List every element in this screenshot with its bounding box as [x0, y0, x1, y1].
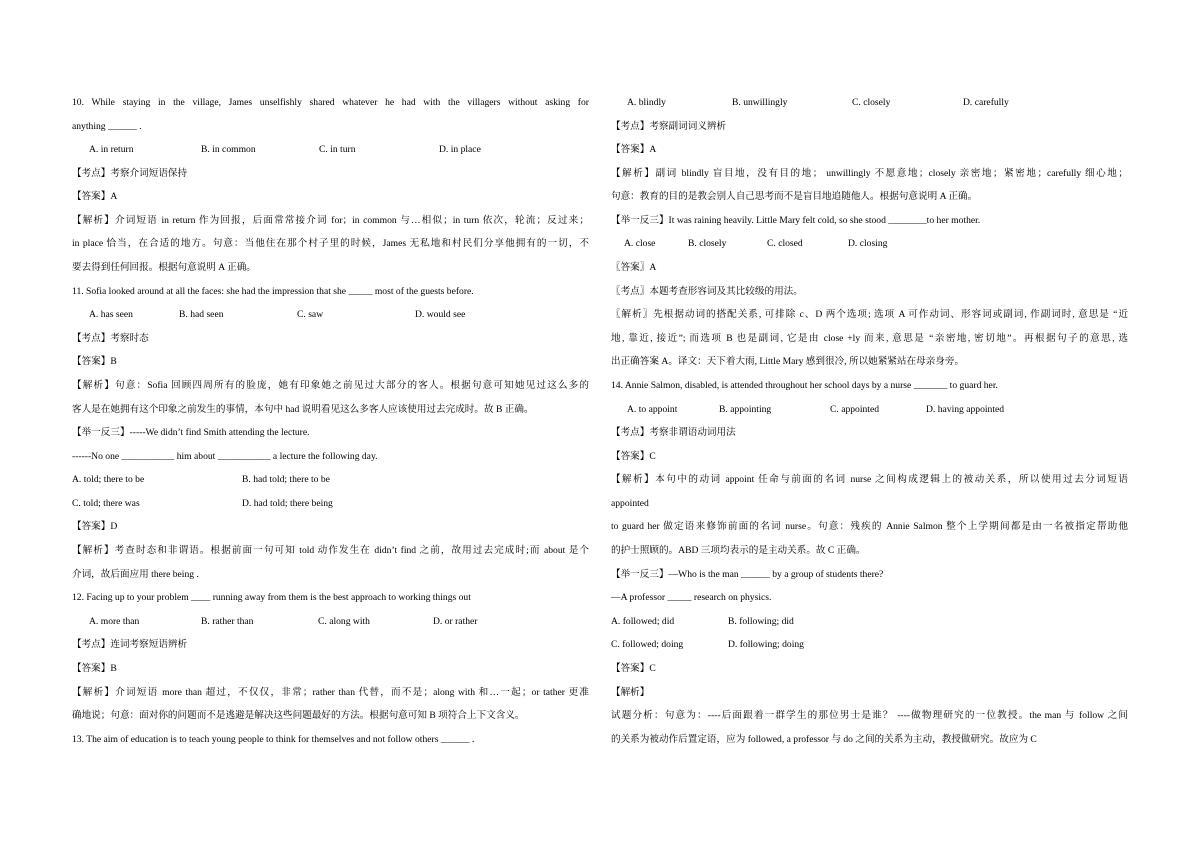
q14-jufan-option-b: B. following; did — [728, 616, 794, 627]
q14-answer: 【答案】C — [611, 451, 656, 462]
q11-option-a: A. has seen — [89, 309, 133, 320]
q13-jufan-answer: 〖答案〗A — [611, 262, 657, 273]
q11-kaodian: 【考点】考察时态 — [72, 333, 149, 344]
q13-analysis-line2: 句意：教育的目的是教会别人自己思考而不是盲目地追随他人。根据句意说明 A 正确。 — [611, 191, 978, 202]
q11-option-d: D. would see — [415, 309, 466, 320]
q13-answer: 【答案】A — [611, 144, 657, 155]
q11-jufan-line1: 【举一反三】-----We didn’t find Smith attending the lecture. — [72, 427, 310, 438]
q10-stem-line1: 10. While staying in the village, James unselfishly shared whatever he had with the villagers without asking for — [72, 97, 589, 108]
q11-jufan-answer: 【答案】D — [72, 521, 118, 532]
q10-option-c: C. in turn — [319, 144, 356, 155]
q14-stem: 14. Annie Salmon, disabled, is attended throughout her school days by a nurse _______ to guard her. — [611, 380, 998, 391]
q12-analysis-line2: 确地说；句意：面对你的问题而不是逃避是解决这些问题最好的方法。根据句意可知 B 项符合上下文含义。 — [72, 710, 525, 721]
q14-jufan-line2: —A professor _____ research on physics. — [611, 592, 772, 603]
q12-option-a: A. more than — [89, 616, 140, 627]
q13-jufan-option-a: A. close — [624, 238, 656, 249]
q13-option-b: B. unwillingly — [732, 97, 788, 108]
q11-option-b: B. had seen — [179, 309, 224, 320]
q10-answer: 【答案】A — [72, 191, 118, 202]
q14-jufan-line1: 【举一反三】—Who is the man ______ by a group of students there? — [611, 569, 884, 580]
q12-option-c: C. along with — [318, 616, 370, 627]
q13-stem: 13. The aim of education is to teach young people to think for themselves and not follow others ______ . — [72, 734, 475, 745]
q13-option-a: A. blindly — [627, 97, 666, 108]
q12-answer: 【答案】B — [72, 663, 117, 674]
q10-option-b: B. in common — [201, 144, 256, 155]
q12-kaodian: 【考点】连词考察短语辨析 — [72, 639, 188, 650]
q14-jufan-option-c: C. followed; doing — [611, 639, 684, 650]
q14-jufan-analysis-heading: 【解析】 — [611, 687, 650, 698]
q14-analysis-line2: appointed — [611, 498, 649, 509]
q11-jufan-option-d: D. had told; there being — [242, 498, 333, 509]
q13-jufan-kaodian: 〖考点〗本题考查形容词及其比较级的用法。 — [611, 286, 803, 297]
q14-analysis-line4: 的护士照顾的。ABD 三项均表示的是主动关系。故 C 正确。 — [611, 545, 866, 556]
q14-option-c: C. appointed — [830, 404, 880, 415]
q10-analysis-line2: in place 恰当，在合适的地方。句意：当他住在那个村子里的时候，James 无私地和村民们分享他拥有的一切，不 — [72, 238, 589, 249]
q11-jufan-analysis-line2: 介词，故后面应用 there being . — [72, 569, 199, 580]
q13-analysis-line1: 【解析】副词 blindly 盲目地，没有目的地； unwillingly 不愿意地；closely 亲密地；紧密地；carefully 细心地； — [611, 168, 1128, 179]
q12-analysis-line1: 【解析】介词短语 more than 超过，不仅仅，非常；rather than 代替，而不是；along with 和…一起；or tather 更准 — [72, 687, 589, 698]
q14-jufan-analysis-line1: 试题分析：句意为：----后面跟着一群学生的那位男士是谁？ ----做物理研究的一位教授。the man 与 follow 之间 — [611, 710, 1128, 721]
q11-jufan-analysis-line1: 【解析】考查时态和非谓语。根据前面一句可知 told 动作发生在 didn’t find 之前，故用过去完成时;而 about 是个 — [72, 545, 589, 556]
q11-answer: 【答案】B — [72, 356, 117, 367]
q13-jufan-analysis-line2: 地, 靠近, 接近”; 而选项 B 也是副词, 它是由 close +ly 而来, 意思是 “亲密地, 密切地”。再根据句子的意思, 选 — [611, 333, 1128, 344]
q14-jufan-analysis-line2: 的关系为被动作后置定语，应为 followed, a professor 与 do 之间的关系为主动，教授做研究。故应为 C — [611, 734, 1037, 745]
q10-analysis-line3: 要去得到任何回报。根据句意说明 A 正确。 — [72, 262, 256, 273]
q10-option-d: D. in place — [439, 144, 481, 155]
q11-jufan-line2: ------No one ___________ him about ___________ a lecture the following day. — [72, 451, 378, 462]
q14-option-a: A. to appoint — [627, 404, 678, 415]
q13-jufan-option-c: C. closed — [767, 238, 803, 249]
q13-option-d: D. carefully — [963, 97, 1009, 108]
q12-option-d: D. or rather — [433, 616, 478, 627]
q10-option-a: A. in return — [89, 144, 134, 155]
q13-jufan-analysis-line1: 〖解析〗先根据动词的搭配关系, 可排除 c、D 两个选项; 选项 A 可作动词、形容词或副词, 作副词时, 意思是 “近 — [611, 309, 1128, 320]
q13-option-c: C. closely — [852, 97, 891, 108]
q13-jufan-option-d: D. closing — [848, 238, 888, 249]
q10-stem-line2: anything ______ . — [72, 121, 142, 132]
q12-option-b: B. rather than — [201, 616, 254, 627]
q10-analysis-line1: 【解析】介词短语 in return 作为回报，后面常常接介词 for；in common 与…相似；in turn 依次，轮流；反过来； — [72, 215, 589, 226]
q14-jufan-option-d: D. following; doing — [728, 639, 804, 650]
q14-kaodian: 【考点】考察非谓语动词用法 — [611, 427, 736, 438]
q14-jufan-option-a: A. followed; did — [611, 616, 675, 627]
q11-stem: 11. Sofia looked around at all the faces: she had the impression that she _____ most of the guests before. — [72, 286, 474, 297]
q11-analysis-line2: 客人是在她拥有这个印象之前发生的事情，本句中 had 说明看见这么多客人应该使用过去完成时。故 B 正确。 — [72, 404, 534, 415]
q11-jufan-option-b: B. had told; there to be — [242, 474, 330, 485]
q13-jufan: 【举一反三】It was raining heavily. Little Mary felt cold, so she stood ________to her mother. — [611, 215, 981, 226]
q13-jufan-option-b: B. closely — [688, 238, 727, 249]
q14-option-d: D. having appointed — [926, 404, 1005, 415]
q11-jufan-option-a: A. told; there to be — [72, 474, 145, 485]
q11-option-c: C. saw — [297, 309, 324, 320]
q14-option-b: B. appointing — [719, 404, 772, 415]
q13-jufan-analysis-line3: 出正确答案 A。译文：天下着大雨, Little Mary 感到很冷, 所以她紧紧站在母亲身旁。 — [611, 356, 965, 367]
q10-kaodian: 【考点】考察介词短语保持 — [72, 168, 188, 179]
q11-jufan-option-c: C. told; there was — [72, 498, 140, 509]
q11-analysis-line1: 【解析】句意：Sofia 回顾四周所有的脸庞，她有印象她之前见过大部分的客人。根据句意可知她见过这么多的 — [72, 380, 589, 391]
q12-stem: 12. Facing up to your problem ____ running away from them is the best approach to working things out — [72, 592, 471, 603]
q14-analysis-line1: 【解析】本句中的动词 appoint 任命与前面的名词 nurse 之间构成逻辑上的被动关系，所以使用过去分词短语 — [611, 474, 1128, 485]
q13-kaodian: 【考点】考察副词词义辨析 — [611, 121, 727, 132]
q14-analysis-line3: to guard her 做定语来修饰前面的名词 nurse。句意：残疾的 Annie Salmon 整个上学期间都是由一名被指定帮助他 — [611, 521, 1128, 532]
q14-jufan-answer: 【答案】C — [611, 663, 656, 674]
